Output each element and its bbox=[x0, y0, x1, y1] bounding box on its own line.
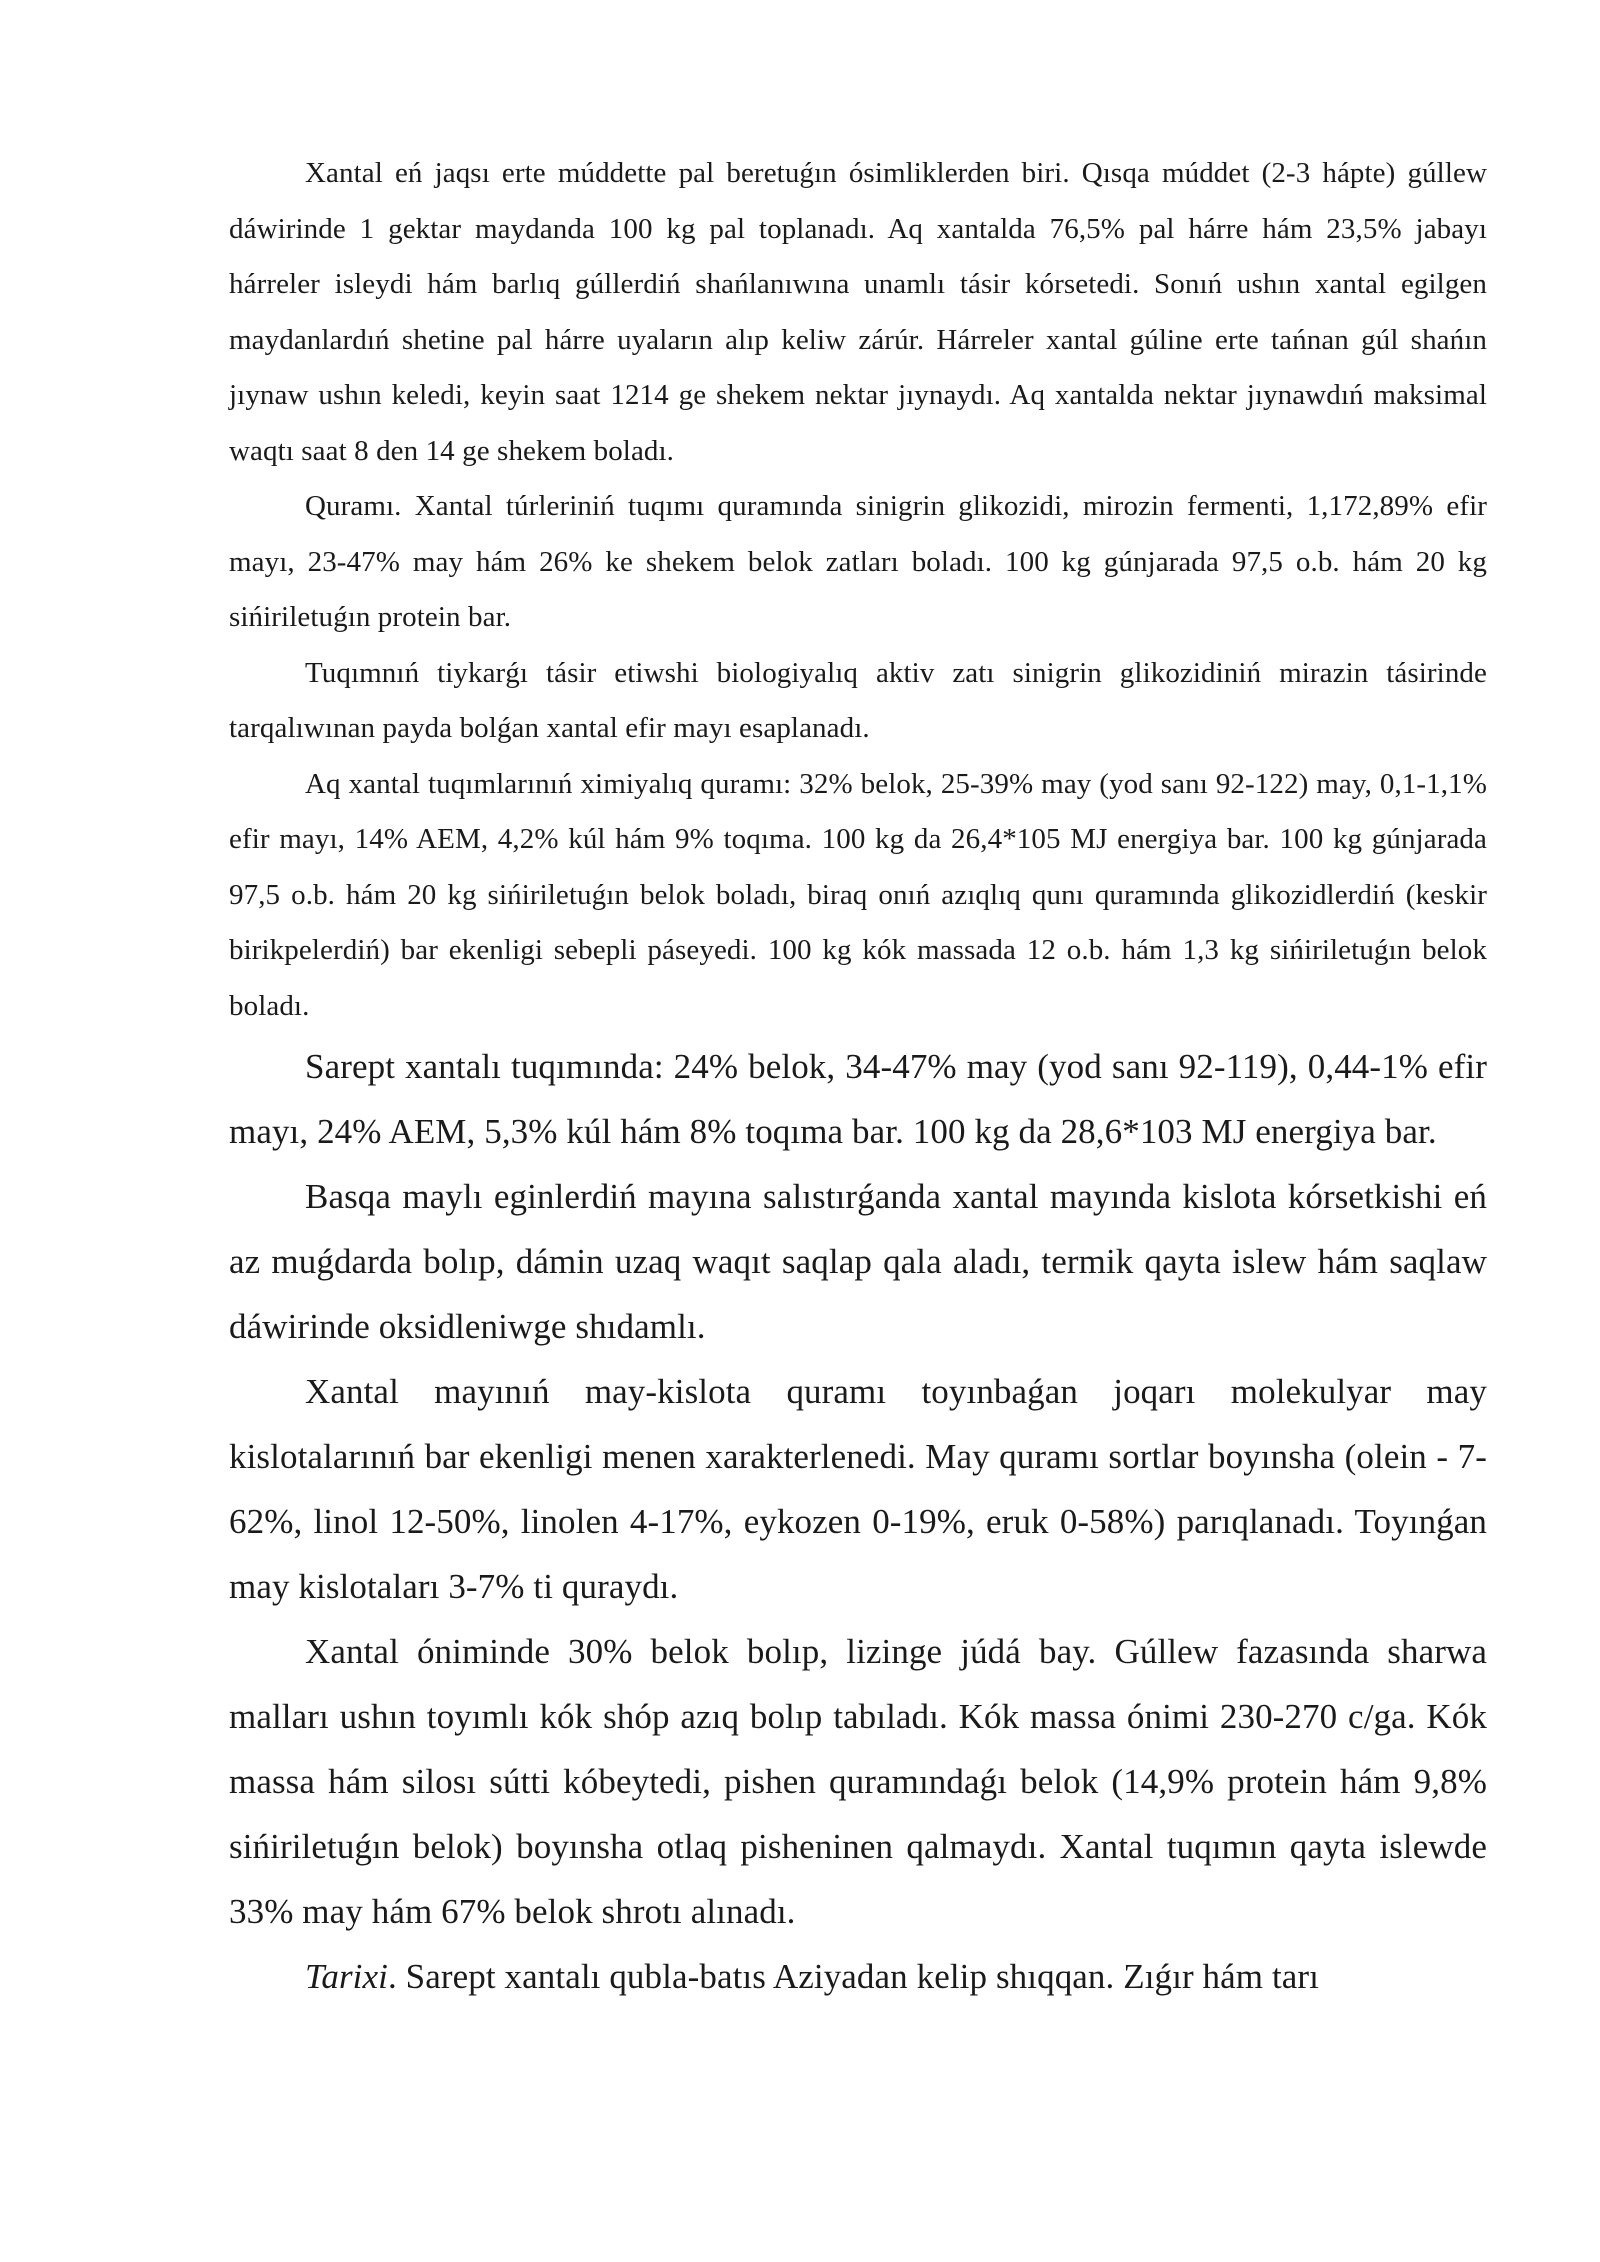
history-heading: Tarixi bbox=[305, 1957, 388, 1996]
paragraph-history bbox=[229, 1944, 1487, 2009]
paragraph-fatty-acids: Xantal mayınıń may-kislota quramı toyınbaǵan joqarı molekulyar may kislotalarınıń bar ekenligi menen xarakterlenedi. May quramı sortlar boyınsha (olein - 7-62%, linol 12-50%, linolen 4-17%, eykozen 0-19%, eruk 0-58%) parıqlanadı. Toyınǵan may kislotaları 3-7% ti quraydı. bbox=[229, 1372, 1487, 1606]
history-text: . Sarept xantalı qubla-batıs Aziyadan kelip shıqqan. Zıǵır hám tarı bbox=[387, 1957, 1320, 1996]
paragraph-oil-acidity: Basqa maylı eginlerdiń mayına salıstırǵanda xantal mayında kislota kórsetkishi eń az muǵdarda bolıp, dámin uzaq waqıt saqlap qala aladı, termik qayta islew hám saqlaw dáwirinde oksidleniwge shıdamlı. bbox=[229, 1177, 1487, 1346]
paragraph-composition: Quramı. Xantal túrleriniń tuqımı quramında sinigrin glikozidi, mirozin fermenti, 1,172,89% efir mayı, 23-47% may hám 26% ke shekem belok zatları boladı. 100 kg gúnjarada 97,5 o.b. hám 20 kg sińiriletuǵın protein bar. bbox=[229, 490, 1487, 633]
paragraph-protein-forage: Xantal óniminde 30% belok bolıp, lizinge júdá bay. Gúllew fazasında sharwa malları ushın toyımlı kók shóp azıq bolıp tabıladı. Kók massa ónimi 230-270 c/ga. Kók massa hám silosı sútti kóbeytedi, pishen quramındaǵı belok (14,9% protein hám 9,8% sińiriletuǵın belok) boyınsha otlaq pisheninen qalmaydı. Xantal tuqımın qayta islewde 33% may hám 67% belok shrotı alınadı. bbox=[229, 1632, 1487, 1931]
paragraph-active-substance: Tuqımnıń tiykarǵı tásir etiwshi biologiyalıq aktiv zatı sinigrin glikozidiniń mirazin tásirinde tarqalıwınan payda bolǵan xantal efir mayı esaplanadı. bbox=[229, 656, 1487, 744]
paragraph-white-mustard-chemistry: Aq xantal tuqımlarınıń ximiyalıq quramı: 32% belok, 25-39% may (yod sanı 92-122) may, 0,1-1,1% efir mayı, 14% AEM, 4,2% kúl hám 9% toqıma. 100 kg da 26,4*105 MJ energiya bar. 100 kg gúnjarada 97,5 o.b. hám 20 kg sińiriletuǵın belok boladı, biraq onıń azıqlıq qunı quramında glikozidlerdiń (keskir birikpelerdiń) bar ekenligi sebepli páseyedi. 100 kg kók massada 12 o.b. hám 1,3 kg sińiriletuǵın belok boladı. bbox=[229, 767, 1487, 1022]
paragraph-honey-yield: Xantal eń jaqsı erte múddette pal beretuǵın ósimliklerden biri. Qısqa múddet (2-3 hápte) gúllew dáwirinde 1 gektar maydanda 100 kg pal toplanadı. Aq xantalda 76,5% pal hárre hám 23,5% jabayı hárreler isleydi hám barlıq gúllerdiń shańlanıwına unamlı tásir kórsetedi. Sonıń ushın xantal egilgen maydanlardıń shetine pal hárre uyaların alıp keliw zárúr. Hárreler xantal gúline erte tańnan gúl shańın jıynaw ushın keledi, keyin saat 1214 ge shekem nektar jıynaydı. Aq xantalda nektar jıynawdıń maksimal waqtı saat 8 den 14 ge shekem boladı. bbox=[229, 157, 1487, 467]
paragraph-sarept-mustard-seed: Sarept xantalı tuqımında: 24% belok, 34-47% may (yod sanı 92-119), 0,44-1% efir mayı, 24% AEM, 5,3% kúl hám 8% toqıma bar. 100 kg da 28,6*103 MJ energiya bar. bbox=[229, 1047, 1487, 1151]
document-page bbox=[229, 146, 1487, 2009]
